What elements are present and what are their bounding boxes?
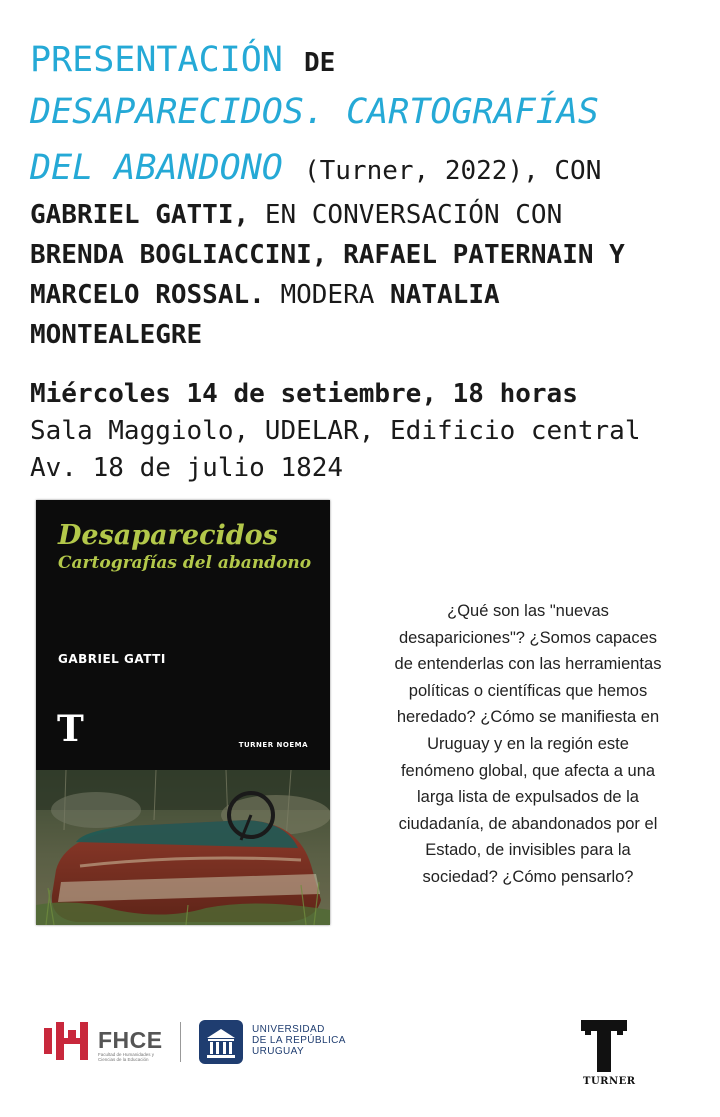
book-cover: [36, 500, 330, 925]
event-details: [30, 376, 640, 487]
book-title-line-2: DEL ABANDONO: [30, 148, 283, 188]
event-venue: Sala Maggiolo, UDELAR, Edificio central: [30, 416, 641, 446]
book-cover-title: Desaparecidos: [58, 520, 278, 551]
headline-line-6: [30, 275, 710, 315]
moderator-first-name: NATALIA: [390, 280, 500, 310]
book-cover-collection: TURNER NOEMA: [238, 741, 308, 749]
event-address: Av. 18 de julio 1824: [30, 453, 344, 483]
abandoned-bumper-car-photo: [36, 770, 330, 925]
blurb-line: heredado? ¿Cómo se manifiesta en: [396, 708, 660, 727]
headline-line-4: [30, 195, 710, 235]
conversation-text: EN CONVERSACIÓN CON: [264, 200, 563, 230]
blurb-line: larga lista de expulsados de la: [417, 788, 639, 807]
blurb-line: sociedad? ¿Cómo pensarlo?: [422, 867, 634, 886]
book-description: [368, 598, 688, 891]
udelar-wordmark: [252, 1024, 346, 1057]
udelar-line: UNIVERSIDAD: [252, 1024, 325, 1035]
blurb-line: de entenderlas con las herramientas: [394, 655, 662, 674]
fhce-wordmark: FHCE: [98, 1027, 163, 1053]
presentation-word: PRESENTACIÓN: [30, 40, 283, 80]
moderator-label: MODERA: [280, 280, 375, 310]
fhce-logo-icon: [42, 1020, 92, 1062]
book-title-line-1: DESAPARECIDOS. CARTOGRAFÍAS: [30, 92, 599, 132]
blurb-line: ¿Qué son las "nuevas: [447, 602, 609, 620]
blurb-line: fenómeno global, que afecta a una: [400, 761, 656, 780]
fhce-subtitle: Facultad de Humanidades y Ciencias de la Educación: [98, 1052, 155, 1062]
book-cover-subtitle: Cartografías del abandono: [58, 553, 312, 573]
blurb-line: ciudadanía, de abandonados por el: [398, 814, 658, 833]
book-cover-author: GABRIEL GATTI: [58, 652, 166, 666]
udelar-seal-icon: [199, 1020, 243, 1064]
moderator-last-name: MONTEALEGRE: [30, 320, 203, 350]
blurb-line: Uruguay y en la región este: [427, 734, 629, 753]
event-headline: [30, 38, 710, 355]
udelar-line: URUGUAY: [252, 1046, 305, 1057]
panelist-rossal: MARCELO ROSSAL.: [30, 280, 265, 310]
headline-line-1: [30, 38, 710, 83]
blurb-line: políticas o científicas que hemos: [408, 681, 648, 700]
turner-logo-icon: [581, 1020, 627, 1072]
author-name: GABRIEL GATTI,: [30, 200, 250, 230]
turner-wordmark: TURNER: [583, 1076, 636, 1087]
book-cover-turner-logo: T: [57, 708, 84, 750]
headline-line-3: [30, 141, 710, 195]
blurb-line: Estado, de invisibles para la: [425, 841, 631, 860]
event-date: Miércoles 14 de setiembre, 18 horas: [30, 379, 578, 409]
blurb-line: desapariciones"? ¿Somos capaces: [398, 628, 658, 647]
panelists-line: BRENDA BOGLIACCINI, RAFAEL PATERNAIN Y: [30, 240, 625, 270]
logo-divider: [180, 1022, 181, 1062]
publisher-year: (Turner, 2022), CON: [303, 156, 602, 186]
udelar-line: DE LA REPÚBLICA: [252, 1035, 346, 1046]
preposition-de: DE: [303, 48, 336, 78]
